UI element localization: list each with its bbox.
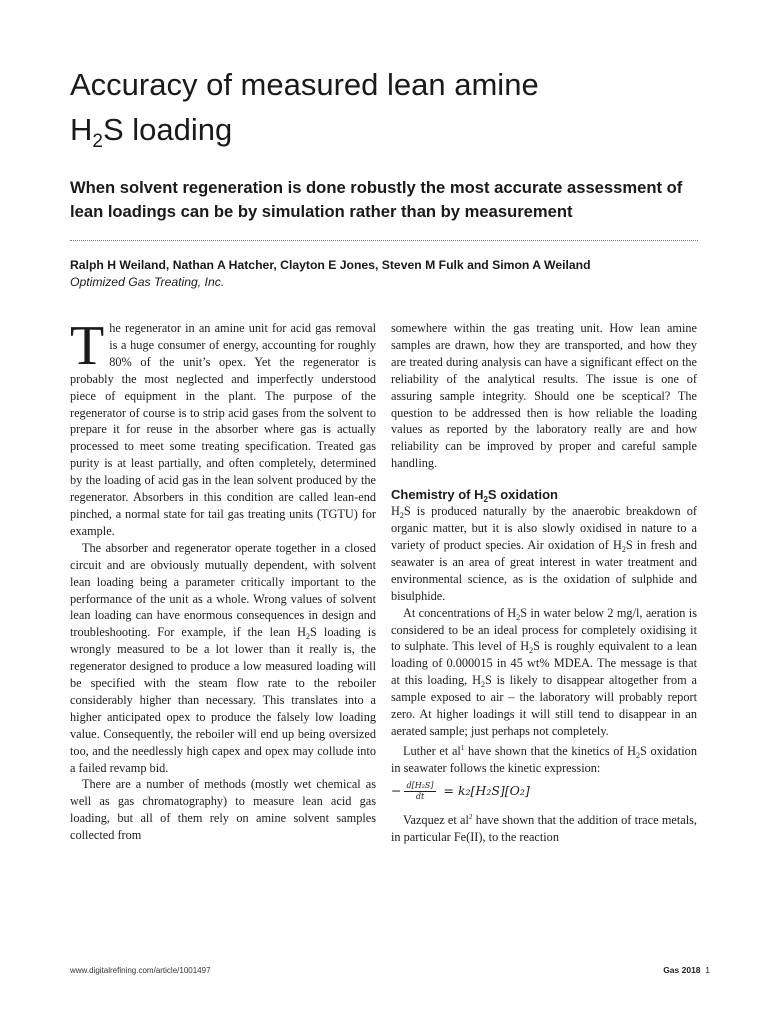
footer-url: www.digitalrefining.com/article/1001497	[70, 966, 211, 975]
article-title	[70, 62, 710, 152]
body-paragraph: At concentrations of $H_2S$ in water below 2 mg/l, aeration is considered to be an ideal process for completely oxidising it to sulphate. This level of $H_2S$ is roughly equivalent to a lean loading of 0.000015 in 45 wt% MDEA. The message is that at this loading, $H_2S$ is likely to disappear altogether from a sample exposed to air – the laboratory will probably report zero. At higher loadings it will still tend to disappear in an aerated sample; just perhaps not completely.	[391, 605, 697, 738]
equation-fraction: $\frac{\text{d[H₂S]}}{dt}$	[406, 781, 434, 802]
body-paragraph: The absorber and regenerator operate together in a closed circuit and are obviously mutually dependent, with solvent lean loading being a parameter critically important to the performance of the unit as a whole. Wrong values of solvent lean loading can have enormous consequences in design and troubleshooting. For example, if the lean $H_2S$ loading is wrongly measured to be a lot lower than it really is, the regenerator designed to produce a low measured loading will be specified with the steam flow rate to the reboiler considerably higher than necessary. This translates into a higher anticipated opex to produce the falsely low loading value. Consequently, the reboiler will end up being oversized too, and the needlessly high capex and opex may collude into a failed revamp bid.	[70, 540, 376, 775]
right-column	[391, 320, 697, 846]
article-subtitle: When solvent regeneration is done robustly the most accurate assessment of lean loadings can be by simulation rather than by measurement	[70, 178, 683, 221]
dotted-divider	[70, 240, 698, 241]
reference-marker: 1	[460, 743, 465, 752]
drop-cap: T	[70, 315, 105, 377]
body-paragraph: $H_2S$ is produced naturally by the anaerobic breakdown of organic matter, but it is also slowly oxidised in nature to a variety of product species. Air oxidation of $H_2S$ in fresh and seawater is an area of great interest in water treatment and environmental science, as is the oxidation of sulphide and bisulphide.	[391, 504, 697, 603]
kinetic-equation: − $\frac{\text{d[H₂S]}}{dt}$ = k₂[H₂S][O₂]	[391, 781, 530, 802]
section-heading: Chemistry of $H_2S$ oxidation	[391, 487, 558, 505]
intro-paragraph: The regenerator in an amine unit for acid gas removal is a huge consumer of energy, accounting for roughly 80% of the unit’s opex. Yet the regenerator is probably the most neglected and imperfectly understood piece of equipment in the plant. The purpose of the regenerator of course is to strip acid gases from the solvent to prepare it for reuse in the absorber where gas is actually processed to meet some treating specification. Treated gas purity is at least partially, and often completely, determined by the loading of acid gas in the lean solvent produced by the regenerator. Absorbers in this condition are called lean-end pinched, a normal state for tail gas treating units (TGTU) for example.	[70, 315, 376, 538]
reference-marker: 2	[468, 812, 473, 821]
body-paragraph: Luther et $al^1$ have shown that the kinetics of $H_2S$ oxidation in seawater follows the kinetic expression:	[391, 743, 697, 775]
page-number: 1	[705, 965, 710, 975]
body-paragraph: somewhere within the gas treating unit. How lean amine samples are drawn, how they are transported, and how they are treated during analysis can have a significant effect on the reliability of the analytical results. The issue is one of assuring sample integrity. Should one be sceptical? The question to be addressed then is how reliable the loading values as reported by the laboratory really are and how reliability can be improved by proper and careful sample handling.	[391, 321, 697, 471]
body-paragraph: Vazquez et $al^2$ have shown that the addition of trace metals, in particular Fe(II), to the reaction	[391, 812, 697, 844]
author-list: Ralph H Weiland, Nathan A Hatcher, Clayton E Jones, Steven M Fulk and Simon A Weiland	[70, 258, 591, 272]
affiliation: Optimized Gas Treating, Inc.	[70, 275, 225, 289]
body-paragraph: There are a number of methods (mostly wet chemical as well as gas chromatography) to measure lean acid gas loading, but all of them rely on amine solvent samples collected from	[70, 777, 376, 843]
footer-issue: Gas 2018 1	[663, 965, 710, 975]
left-column	[70, 315, 376, 844]
title-line-1: Accuracy of measured lean amine	[70, 67, 539, 102]
title-line-2: $H_2S$ loading	[70, 112, 233, 152]
